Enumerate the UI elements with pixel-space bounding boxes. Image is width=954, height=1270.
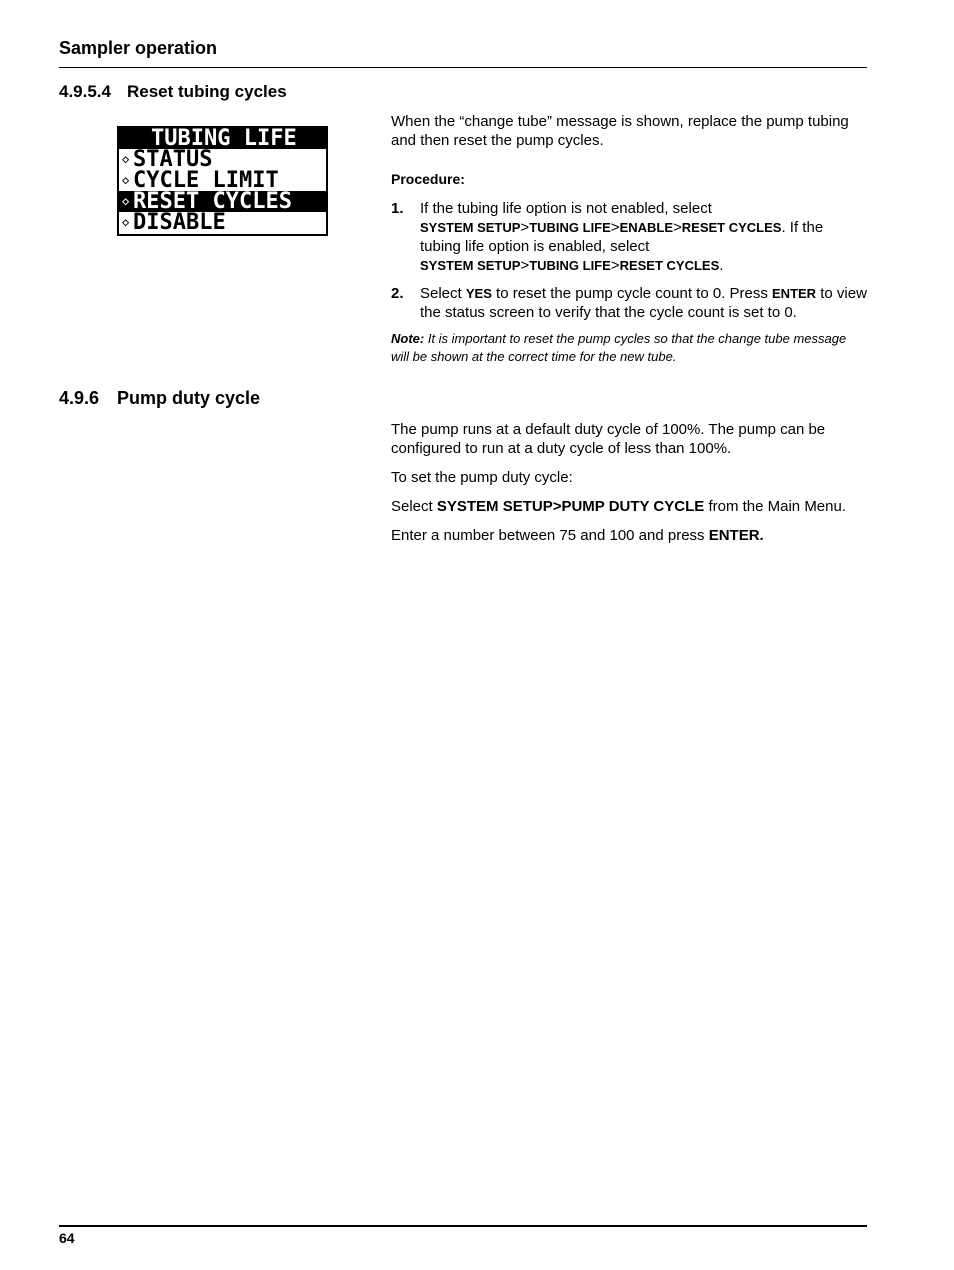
- duty-cycle-paragraph-1: The pump runs at a default duty cycle of 100%. The pump can be configured to run at a duty cycle of less than 100%.: [391, 421, 826, 457]
- section-number: 4.9.5.4: [59, 82, 111, 101]
- intro-paragraph: When the “change tube” message is shown, replace the pump tubing and then reset the pump cycles.: [391, 113, 849, 149]
- section-4954-body: [391, 112, 867, 366]
- duty-cycle-paragraph-4: Enter a number between 75 and 100 and press ENTER.: [391, 527, 764, 544]
- lcd-item-cycle-limit: ⋄ CYCLE LIMIT: [122, 170, 279, 191]
- lcd-bullet-icon: ⋄: [122, 152, 130, 167]
- lcd-title: TUBING LIFE: [119, 128, 326, 149]
- footer-rule: [59, 1225, 867, 1227]
- lcd-item-disable: ⋄ DISABLE: [122, 212, 226, 233]
- section-title: Reset tubing cycles: [127, 82, 287, 101]
- lcd-bullet-icon: ⋄: [122, 173, 130, 188]
- page-number: 64: [59, 1230, 75, 1246]
- section-heading-496: [59, 388, 260, 409]
- section-number: 4.9.6: [59, 388, 100, 408]
- duty-cycle-paragraph-2: To set the pump duty cycle:: [391, 469, 573, 486]
- step-number: 2.: [391, 285, 404, 302]
- section-heading-4954: [59, 82, 287, 102]
- section-496-body: [391, 420, 867, 545]
- duty-cycle-paragraph-3: Select SYSTEM SETUP>PUMP DUTY CYCLE from the Main Menu.: [391, 498, 847, 515]
- header-rule: [59, 67, 867, 68]
- procedure-label: Procedure:: [391, 171, 465, 187]
- lcd-item-status: ⋄ STATUS: [122, 149, 213, 170]
- note: Note: It is important to reset the pump cycles so that the change tube message will be shown at the correct time for the new tube.: [391, 331, 847, 364]
- lcd-item-reset-cycles: ⋄ RESET CYCLES: [119, 191, 326, 212]
- procedure-step-2: 2. Select YES to reset the pump cycle count to 0. Press ENTER to view the status screen to verify that the cycle count is set to 0.: [391, 285, 867, 321]
- section-title: Pump duty cycle: [117, 388, 261, 408]
- step-number: 1.: [391, 200, 404, 217]
- chapter-title: Sampler operation: [59, 38, 218, 58]
- lcd-screen: [117, 126, 328, 236]
- lcd-bullet-icon: ⋄: [122, 215, 130, 230]
- lcd-bullet-icon: ⋄: [122, 194, 130, 209]
- procedure-step-1: 1. If the tubing life option is not enabled, select SYSTEM SETUP>TUBING LIFE>ENABLE>RESET CYCLES. If the tubing life option is enabled, select SYSTEM SETUP>TUBING LIFE>RESET CYCLES.: [391, 200, 824, 274]
- note-label: Note:: [391, 331, 425, 346]
